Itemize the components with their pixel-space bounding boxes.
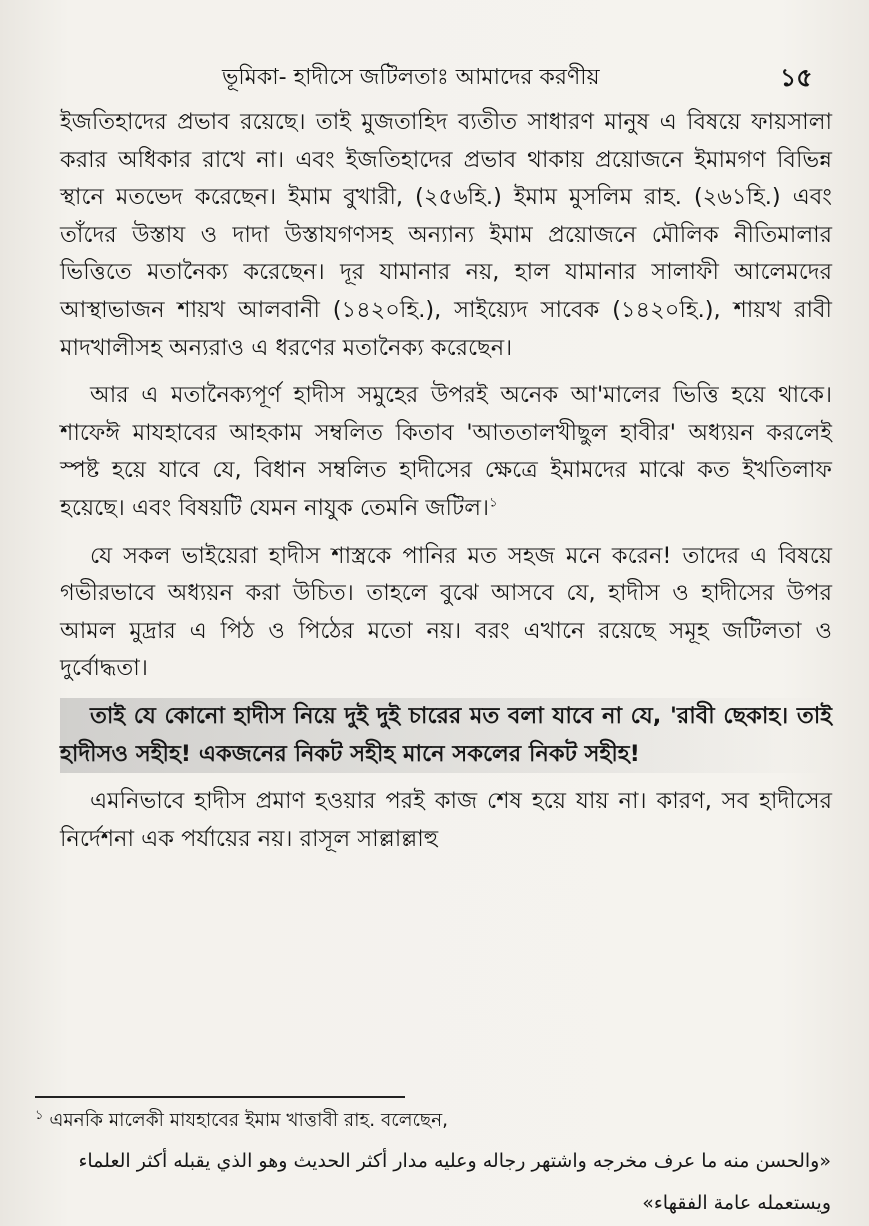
page-number: ১৫ [780,63,813,92]
paragraph-2 [60,377,832,527]
paragraph-4-highlighted: তাই যে কোনো হাদীস নিয়ে দুই দুই চারের মত বলা যাবে না যে, 'রাবী ছেকাহ। তাই হাদীসও সহীহ! একজনের নিকট সহীহ মানে সকলের নিকট সহীহ! [60,698,832,773]
footnote-arabic-line-1: «والحسن منه ما عرف مخرجه واشتهر رجاله وعليه مدار أكثر الحديث وهو الذي يقبله أكثر العلماء [78,1150,831,1172]
footnote-marker: ১ [35,1107,44,1123]
running-head: ভূমিকা- হাদীসে জটিলতাঃ আমাদের করণীয় [222,65,600,90]
paragraph-3: যে সকল ভাইয়েরা হাদীস শাস্ত্রকে পানির মত সহজ মনে করেন! তাদের এ বিষয়ে গভীরভাবে অধ্যয়ন করা উচিত। তাহলে বুঝে আসবে যে, হাদীস ও হাদীসের উপর আমল মুদ্রার এ পিঠ ও পিঠের মতো নয়। বরং এখানে রয়েছে সমূহ জটিলতা ও দুর্বোদ্ধতা। [60,542,832,682]
footnote-ref: ১ [489,495,498,511]
body-text [60,104,832,858]
footnote-arabic-line-2: ويستعمله عامة الفقهاء» [642,1192,831,1214]
footnote-divider [35,1096,405,1098]
footnote [35,1106,448,1137]
paragraph-5: এমনিভাবে হাদীস প্রমাণ হওয়ার পরই কাজ শেষ হয়ে যায় না। কারণ, সব হাদীসের নির্দেশনা এক পর্যায়ের নয়। রাসূল সাল্লাল্লাহু [60,788,832,852]
paragraph-1: ইজতিহাদের প্রভাব রয়েছে। তাই মুজতাহিদ ব্যতীত সাধারণ মানুষ এ বিষয়ে ফায়সালা করার অধিকার রাখে না। এবং ইজতিহাদের প্রভাব থাকায় প্রয়োজনে ইমামগণ বিভিন্ন স্থানে মতভেদ করেছেন। ইমাম বুখারী, (২৫৬হি.) ইমাম মুসলিম রাহ. (২৬১হি.) এবং তাঁদের উস্তায ও দাদা উস্তাযগণসহ অন্যান্য ইমাম প্রয়োজনে মৌলিক নীতিমালার ভিত্তিতে মতানৈক্য করেছেন। দূর যামানার নয়, হাল যামানার সালাফী আলেমদের আস্থাভাজন শায়খ আলবানী (১৪২০হি.), সাইয়্যেদ সাবেক (১৪২০হি.), শায়খ রাবী মাদখালীসহ অন্যরাও এ ধরণের মতানৈক্য করেছেন। [60,109,832,361]
footnote-text: এমনকি মালেকী মাযহাবের ইমাম খাত্তাবী রাহ. বলেছেন, [49,1110,449,1131]
paragraph-2-text: আর এ মতানৈক্যপূর্ণ হাদীস সমুহের উপরই অনেক আ'মালের ভিত্তি হয়ে থাকে। শাফেঈ মাযহাবের আহকাম সম্বলিত কিতাব 'আততালখীছুল হাবীর' অধ্যয়ন করলেই স্পষ্ট হয়ে যাবে যে, বিধান সম্বলিত হাদীসের ক্ষেত্রে ইমামদের মাঝে কত ইখতিলাফ হয়েছে। এবং বিষয়টি যেমন নাযুক তেমনি জটিল। [60,382,832,521]
page-header [0,52,869,98]
